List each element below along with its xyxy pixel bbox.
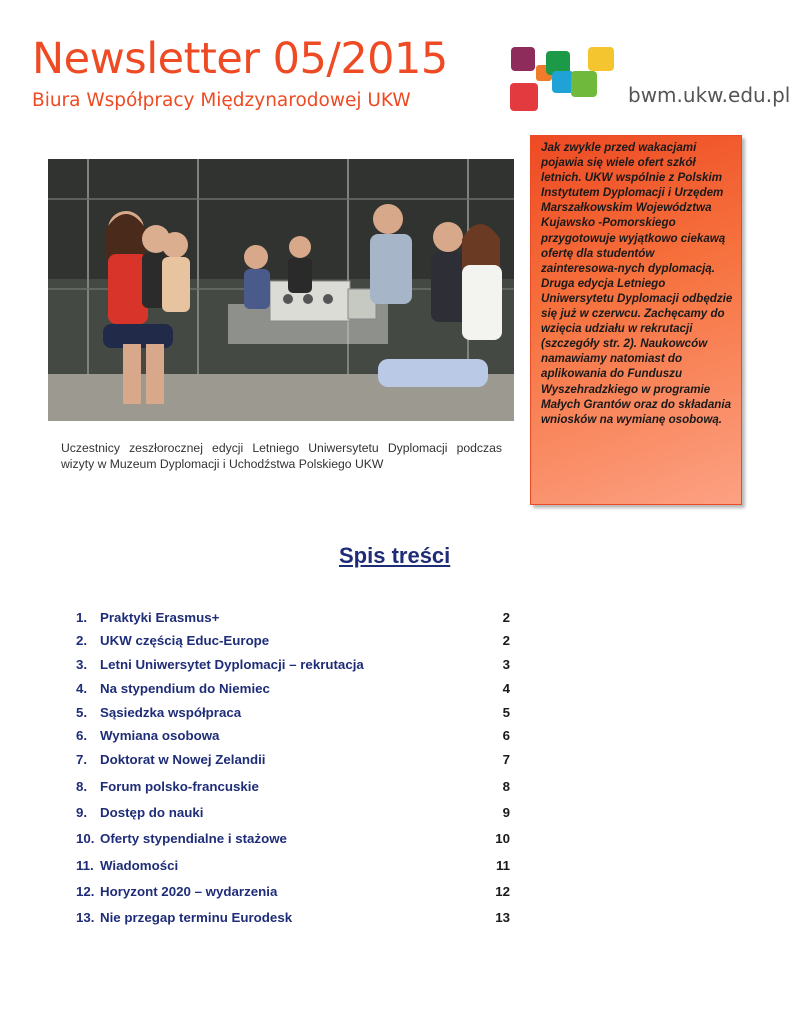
toc-entry-number: 13. <box>76 910 95 925</box>
toc-entry-page: 2 <box>502 610 510 625</box>
toc-entry[interactable] <box>76 805 510 823</box>
toc-entry-label: Na stypendium do Niemiec <box>100 681 270 696</box>
toc-entry-page: 7 <box>502 752 510 767</box>
newsletter-subtitle: Biura Współpracy Międzynarodowej UKW <box>32 90 411 111</box>
logo-square <box>511 47 535 71</box>
toc-entry-number: 11. <box>76 858 94 873</box>
toc-entry-number: 12. <box>76 884 95 899</box>
toc-entry-page: 4 <box>502 681 510 696</box>
toc-entry-label: Dostęp do nauki <box>100 805 204 820</box>
toc-entry-number: 7. <box>76 752 88 767</box>
toc-entry-page: 11 <box>495 858 510 873</box>
toc-heading: Spis treści <box>339 543 451 568</box>
toc-entry-label: Praktyki Erasmus+ <box>100 610 220 625</box>
toc-entry-label: UKW częścią Educ-Europe <box>100 633 270 648</box>
ukw-logo <box>508 45 618 113</box>
toc-entry[interactable] <box>76 633 510 651</box>
logo-square <box>571 71 597 97</box>
toc-entry-number: 5. <box>76 705 88 720</box>
toc-entry[interactable] <box>76 705 510 723</box>
toc-entry-label: Nie przegap terminu Eurodesk <box>100 910 293 925</box>
website-address: bwm.ukw.edu.pl <box>628 83 791 107</box>
toc-entry-number: 6. <box>76 728 88 743</box>
toc-entry[interactable] <box>76 858 510 876</box>
toc-entry[interactable] <box>76 681 510 699</box>
toc-entry-page: 3 <box>502 657 510 672</box>
toc-entry-number: 9. <box>76 805 88 820</box>
toc-entry-label: Doktorat w Nowej Zelandii <box>100 752 266 767</box>
toc-entry-page: 10 <box>495 831 510 846</box>
toc-entry-label: Horyzont 2020 – wydarzenia <box>100 884 278 899</box>
group-photo-illustration <box>48 159 514 421</box>
toc-entry-number: 3. <box>76 657 88 672</box>
toc-entry[interactable] <box>76 752 510 770</box>
toc-entry-page: 9 <box>502 805 510 820</box>
group-photo <box>48 159 514 421</box>
intro-text: Jak zwykle przed wakacjami pojawia się wiele ofert szkół letnich. UKW wspólnie z Polskim Instytutem Dyplomacji i Urzędem Marszałkowskim Województwa Kujawsko -Pomorskiego przygotowuje wyjątkowo ciekawą ofertę dla studentów zainteresowa-nych dyplomacją. Druga edycja Letniego Uniwersytetu Dyplomacji odbędzie się już w czerwcu. Zachęcamy do wzięcia udziału w rekrutacji (szczegóły str. 2). Naukowców namawiamy natomiast do aplikowania do Funduszu Wyszehradzkiego w programie Małych Grantów oraz do składania wniosków na wymianę osobową. <box>541 141 733 426</box>
toc-entry[interactable] <box>76 657 510 675</box>
toc-entry[interactable] <box>76 910 510 928</box>
toc-entry[interactable] <box>76 728 510 746</box>
toc-entry-label: Wymiana osobowa <box>100 728 220 743</box>
toc-entry-page: 12 <box>495 884 510 899</box>
toc-entry-page: 2 <box>502 633 510 648</box>
toc-entry-number: 4. <box>76 681 88 696</box>
toc-entry-number: 1. <box>76 610 88 625</box>
toc-entry[interactable] <box>76 779 510 797</box>
toc-entry[interactable] <box>76 610 510 628</box>
toc-entry-number: 2. <box>76 633 88 648</box>
toc-entry-number: 10. <box>76 831 95 846</box>
intro-box <box>530 135 742 505</box>
logo-square <box>552 71 574 93</box>
toc-entry[interactable] <box>76 831 510 849</box>
toc-entry-page: 6 <box>502 728 510 743</box>
toc-entry-number: 8. <box>76 779 88 794</box>
toc-entry[interactable] <box>76 884 510 902</box>
toc-entry-label: Sąsiedzka współpraca <box>100 705 242 720</box>
logo-square <box>588 47 614 71</box>
toc-entry-label: Letni Uniwersytet Dyplomacji – rekrutacja <box>100 657 364 672</box>
toc-entry-label: Forum polsko-francuskie <box>100 779 259 794</box>
logo-square <box>510 83 538 111</box>
toc-entry-label: Wiadomości <box>100 858 179 873</box>
newsletter-title: Newsletter 05/2015 <box>32 34 448 84</box>
toc-entry-page: 5 <box>502 705 510 720</box>
toc-entry-label: Oferty stypendialne i stażowe <box>100 831 287 846</box>
photo-caption: Uczestnicy zeszłorocznej edycji Letniego Uniwersytetu Dyplomacji podczas wizyty w Muzeum Dyplomacji i Uchodźstwa Polskiego UKW <box>61 441 502 471</box>
toc-entry-page: 8 <box>502 779 510 794</box>
toc-entry-page: 13 <box>495 910 510 925</box>
